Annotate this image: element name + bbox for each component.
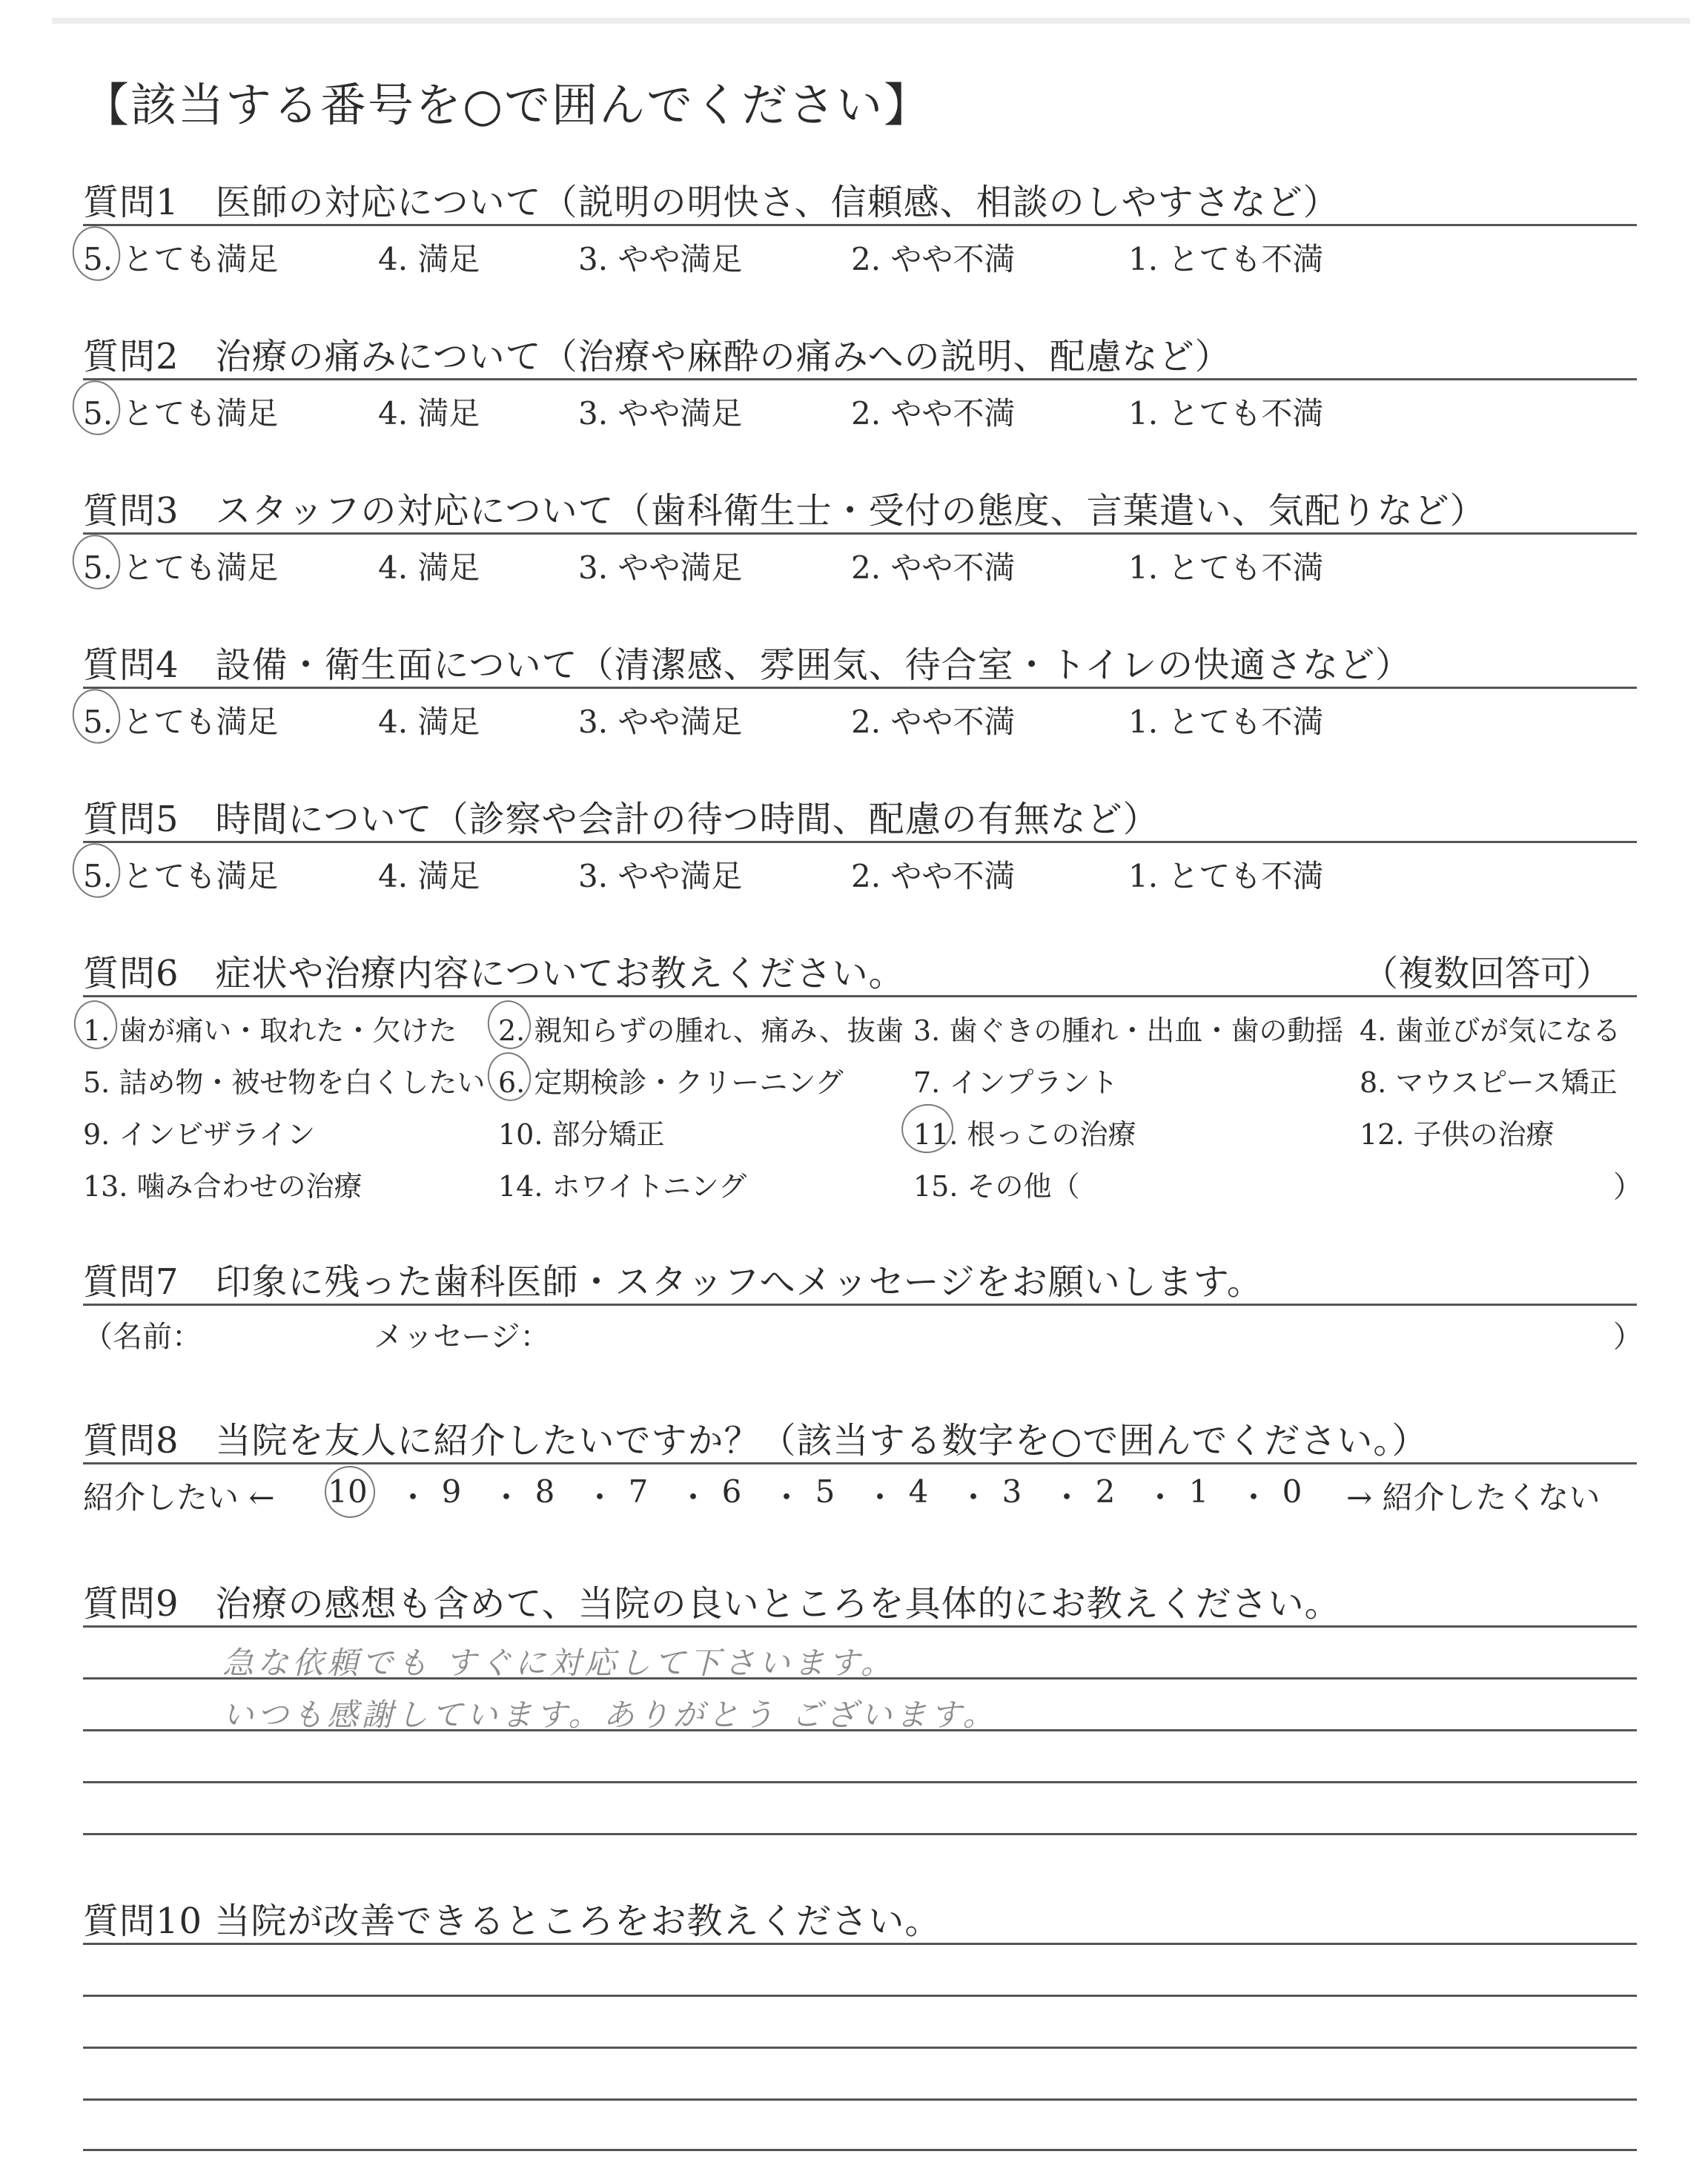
scale-separator: ・ (1238, 1479, 1270, 1516)
rating-option-3[interactable]: 3. やや満足 (578, 858, 743, 894)
rating-option-3[interactable]: 3. やや満足 (578, 549, 743, 586)
question-title: 質問2 治療の痛みについて（治療や麻酔の痛みへの説明、配慮など） (83, 325, 1637, 380)
symptom-option-6[interactable]: 6. 定期検診・クリーニング (498, 1066, 844, 1099)
symptom-option-1[interactable]: 1. 歯が痛い・取れた・欠けた (83, 1014, 457, 1047)
question-title: 質問10 当院が改善できるところをお教えください。 (83, 1889, 1637, 1945)
rating-option-5[interactable]: 5. とても満足 (83, 549, 279, 586)
rating-option-1[interactable]: 1. とても不満 (1128, 241, 1324, 277)
symptom-option-4[interactable]: 4. 歯並びが気になる (1360, 1014, 1621, 1047)
scale-option-10[interactable]: 10 (328, 1473, 368, 1510)
question-title: 質問3 スタッフの対応について（歯科衛生士・受付の態度、言葉遣い、気配りなど） (83, 479, 1637, 535)
scale-separator: ・ (771, 1479, 803, 1516)
rating-options (83, 380, 1637, 434)
rating-option-3[interactable]: 3. やや満足 (578, 241, 743, 277)
rating-option-5[interactable]: 5. とても満足 (83, 241, 279, 277)
symptom-option-8[interactable]: 8. マウスピース矯正 (1360, 1066, 1618, 1099)
rating-option-1[interactable]: 1. とても不満 (1128, 858, 1324, 894)
question-title: 質問4 設備・衛生面について（清潔感、雰囲気、待合室・トイレの快適さなど） (83, 633, 1637, 689)
rating-option-1[interactable]: 1. とても不満 (1128, 395, 1324, 432)
scale-option-8[interactable]: 8 (534, 1473, 555, 1510)
symptom-option-2[interactable]: 2. 親知らずの腫れ、痛み、抜歯 (498, 1014, 904, 1047)
rating-option-4[interactable]: 4. 満足 (378, 241, 480, 277)
question-10 (83, 1889, 1637, 1945)
rating-option-4[interactable]: 4. 満足 (378, 395, 480, 432)
name-label: （名前： (83, 1320, 202, 1354)
message-row (83, 1306, 1643, 1354)
rating-option-4[interactable]: 4. 満足 (378, 704, 480, 740)
scale-option-3[interactable]: 3 (1002, 1473, 1022, 1510)
question-4 (83, 633, 1637, 742)
rating-option-5[interactable]: 5. とても満足 (83, 395, 279, 432)
form-header: 【該当する番号を○で囲んでください】 (83, 78, 932, 132)
question-3 (83, 479, 1637, 588)
question-title: 質問1 医師の対応について（説明の明快さ、信頼感、相談のしやすさなど） (83, 171, 1637, 226)
scale-separator: ・ (1145, 1479, 1176, 1516)
scale-separator: ・ (864, 1479, 896, 1516)
question-6 (83, 942, 1643, 1212)
scale-separator: ・ (958, 1479, 990, 1516)
rating-option-2[interactable]: 2. やや不満 (851, 549, 1016, 586)
scale-option-2[interactable]: 2 (1095, 1473, 1116, 1510)
message-label: メッセージ： (374, 1320, 550, 1354)
scale-right-label: → 紹介したくない (1346, 1479, 1601, 1516)
rating-option-1[interactable]: 1. とても不満 (1128, 704, 1324, 740)
answer-line (83, 1995, 1637, 1997)
symptom-option-11[interactable]: 11. 根っこの治療 (913, 1118, 1136, 1151)
symptom-option-10[interactable]: 10. 部分矯正 (498, 1118, 665, 1151)
scale-separator: ・ (1051, 1479, 1083, 1516)
multiple-answers-note: （複数回答可） (1362, 953, 1612, 994)
question-title: 質問6 症状や治療内容についてお教えください。 （複数回答可） (83, 942, 1637, 997)
rating-options (83, 226, 1637, 280)
rating-option-4[interactable]: 4. 満足 (378, 549, 480, 586)
scale-separator: ・ (584, 1479, 616, 1516)
rating-options (83, 843, 1637, 896)
scale-separator: ・ (678, 1479, 709, 1516)
answer-line (83, 2098, 1637, 2101)
answer-line (83, 1781, 1637, 1783)
handwritten-answer-line-1: 急な依頼でも すぐに対応して下さいます。 (222, 1645, 896, 1681)
question-2 (83, 325, 1637, 434)
handwritten-circle (320, 1462, 380, 1523)
rating-option-1[interactable]: 1. とても不満 (1128, 549, 1324, 586)
symptom-option-7[interactable]: 7. インプラント (913, 1066, 1119, 1099)
answer-line (83, 2047, 1637, 2049)
symptom-option-9[interactable]: 9. インビザライン (83, 1118, 316, 1151)
question-title: 質問9 治療の感想も含めて、当院の良いところを具体的にお教えください。 (83, 1572, 1637, 1628)
scale-option-6[interactable]: 6 (721, 1473, 742, 1510)
rating-option-3[interactable]: 3. やや満足 (578, 395, 743, 432)
answer-line (83, 2149, 1637, 2151)
scale-option-5[interactable]: 5 (815, 1473, 835, 1510)
question-5 (83, 787, 1637, 896)
message-close-paren: ） (1613, 1320, 1643, 1354)
symptom-option-3[interactable]: 3. 歯ぐきの腫れ・出血・歯の動揺 (913, 1014, 1344, 1047)
question-title: 質問8 当院を友人に紹介したいですか？（該当する数字を○で囲んでください。） (83, 1409, 1637, 1464)
scale-left-label: 紹介したい ← (83, 1479, 275, 1516)
question-9 (83, 1572, 1637, 1628)
answer-line (83, 1833, 1637, 1835)
rating-option-2[interactable]: 2. やや不満 (851, 704, 1016, 740)
question-7 (83, 1250, 1643, 1354)
scale-option-0[interactable]: 0 (1282, 1473, 1302, 1510)
rating-option-2[interactable]: 2. やや不満 (851, 241, 1016, 277)
symptom-option-13[interactable]: 13. 噛み合わせの治療 (83, 1170, 363, 1203)
symptom-options (83, 997, 1643, 1212)
rating-option-2[interactable]: 2. やや不満 (851, 395, 1016, 432)
scale-separator: ・ (397, 1479, 429, 1516)
scale-separator: ・ (491, 1479, 523, 1516)
scale-option-1[interactable]: 1 (1188, 1473, 1209, 1510)
scan-edge (52, 18, 1690, 24)
recommend-scale (83, 1464, 1637, 1518)
rating-options (83, 689, 1637, 742)
rating-option-4[interactable]: 4. 満足 (378, 858, 480, 894)
rating-option-5[interactable]: 5. とても満足 (83, 704, 279, 740)
rating-option-2[interactable]: 2. やや不満 (851, 858, 1016, 894)
question-8 (83, 1409, 1637, 1518)
symptom-option-12[interactable]: 12. 子供の治療 (1360, 1118, 1555, 1151)
scale-option-7[interactable]: 7 (628, 1473, 649, 1510)
scale-option-9[interactable]: 9 (441, 1473, 462, 1510)
scale-option-4[interactable]: 4 (908, 1473, 929, 1510)
rating-options (83, 535, 1637, 588)
question-title: 質問5 時間について（診察や会計の待つ時間、配慮の有無など） (83, 787, 1637, 843)
symptom-option-14[interactable]: 14. ホワイトニング (498, 1170, 747, 1203)
other-close-paren: ） (1613, 1170, 1643, 1204)
symptom-option-15[interactable]: 15. その他（ (913, 1170, 1080, 1203)
symptom-option-5[interactable]: 5. 詰め物・被せ物を白くしたい (83, 1066, 486, 1099)
question-1 (83, 171, 1637, 280)
rating-option-3[interactable]: 3. やや満足 (578, 704, 743, 740)
question-title: 質問7 印象に残った歯科医師・スタッフへメッセージをお願いします。 (83, 1250, 1637, 1306)
rating-option-5[interactable]: 5. とても満足 (83, 858, 279, 894)
handwritten-answer-line-2: いつも感謝しています。ありがとう ございます。 (222, 1697, 998, 1733)
